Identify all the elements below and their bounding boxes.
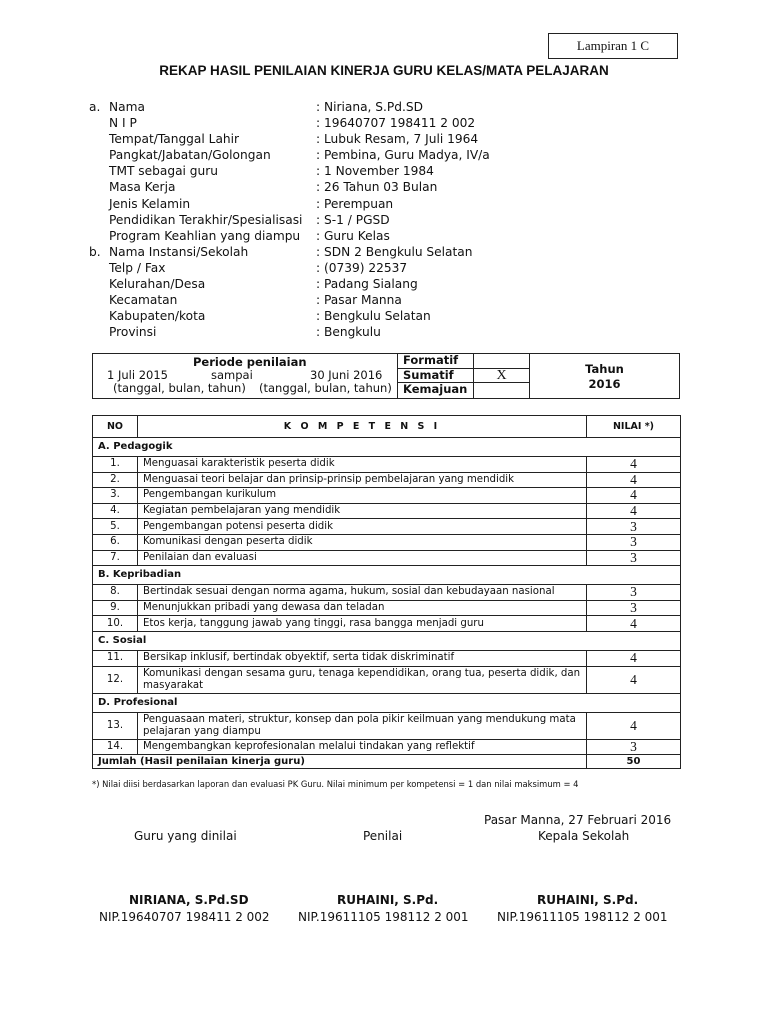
table-row xyxy=(93,712,681,739)
identity-row xyxy=(89,324,649,340)
competency-text: Menguasai karakteristik peserta didik xyxy=(138,457,587,473)
identity-row xyxy=(89,196,649,212)
identity-marker xyxy=(89,308,109,324)
identity-label: Nama xyxy=(109,100,145,114)
identity-marker xyxy=(89,115,109,131)
identity-marker xyxy=(89,131,109,147)
identity-label: Program Keahlian yang diampu xyxy=(109,228,301,243)
identity-label: TMT sebagai guru xyxy=(109,164,218,179)
table-row xyxy=(93,739,681,755)
identity-label: Tempat/Tanggal Lahir xyxy=(109,132,240,147)
identity-label: Kelurahan/Desa xyxy=(109,277,206,292)
identity-value: : 1 November 1984 xyxy=(316,164,434,179)
competency-text: Penguasaan materi, struktur, konsep dan pola pikir keilmuan yang mendukung mata pelajaran yang diampu xyxy=(138,712,587,739)
assessment-type-list xyxy=(398,354,474,398)
period-start-hint: (tanggal, bulan, tahun) xyxy=(113,381,246,395)
row-number: 6. xyxy=(93,534,138,550)
row-number: 14. xyxy=(93,739,138,755)
competency-text: Menunjukkan pribadi yang dewasa dan teladan xyxy=(138,600,587,616)
year-value: 2016 xyxy=(588,377,621,391)
identity-label: Pangkat/Jabatan/Golongan xyxy=(109,148,271,163)
identity-marker xyxy=(89,276,109,292)
identity-value: : Niriana, S.Pd.SD xyxy=(316,100,423,114)
identity-row xyxy=(89,212,649,228)
nip-teacher: NIP.19640707 198411 2 002 xyxy=(99,910,270,924)
identity-value: : Bengkulu xyxy=(316,325,381,340)
total-row xyxy=(93,755,681,769)
document-title: REKAP HASIL PENILAIAN KINERJA GURU KELAS/MATA PELAJARAN xyxy=(159,63,609,78)
name-assessor: RUHAINI, S.Pd. xyxy=(337,893,439,907)
identity-value: : 26 Tahun 03 Bulan xyxy=(316,180,438,195)
score-value: 4 xyxy=(587,457,681,473)
identity-label: Telp / Fax xyxy=(109,260,166,275)
identity-marker xyxy=(89,292,109,308)
period-heading: Periode penilaian xyxy=(193,355,307,369)
identity-row xyxy=(89,308,649,324)
identity-marker xyxy=(89,228,109,244)
row-number: 4. xyxy=(93,503,138,519)
identity-row xyxy=(89,131,649,147)
row-number: 7. xyxy=(93,550,138,566)
identity-marker: a. xyxy=(89,100,101,114)
section-row xyxy=(93,631,681,650)
identity-label: Kecamatan xyxy=(109,293,178,308)
identity-marker: b. xyxy=(89,244,101,259)
identity-marker xyxy=(89,324,109,340)
score-value: 4 xyxy=(587,712,681,739)
table-row xyxy=(93,472,681,488)
period-start: 1 Juli 2015 xyxy=(107,368,168,382)
name-teacher: NIRIANA, S.Pd.SD xyxy=(129,893,249,907)
identity-label: Jenis Kelamin xyxy=(109,196,191,211)
competency-text: Etos kerja, tanggung jawab yang tinggi, rasa bangga menjadi guru xyxy=(138,616,587,632)
competency-text: Kegiatan pembelajaran yang mendidik xyxy=(138,503,587,519)
row-number: 12. xyxy=(93,666,138,693)
table-row xyxy=(93,457,681,473)
identity-label: Provinsi xyxy=(109,325,157,340)
identity-value: : Perempuan xyxy=(316,196,394,211)
row-number: 9. xyxy=(93,600,138,616)
row-number: 13. xyxy=(93,712,138,739)
nip-assessor: NIP.19611105 198112 2 001 xyxy=(298,910,469,924)
score-value: 4 xyxy=(587,666,681,693)
section-title: C. Sosial xyxy=(93,631,681,650)
identity-label: Kabupaten/kota xyxy=(109,309,206,324)
identity-row xyxy=(89,179,649,195)
identity-block xyxy=(89,99,649,340)
identity-label: Pendidikan Terakhir/Spesialisasi xyxy=(109,212,303,227)
identity-value: : SDN 2 Bengkulu Selatan xyxy=(316,244,473,259)
competency-text: Pengembangan potensi peserta didik xyxy=(138,519,587,535)
score-value: 3 xyxy=(587,739,681,755)
score-value: 3 xyxy=(587,585,681,601)
identity-value: : Padang Sialang xyxy=(316,277,418,292)
section-title: D. Profesional xyxy=(93,693,681,712)
mark-kemajuan xyxy=(474,383,529,398)
section-row xyxy=(93,693,681,712)
competency-table xyxy=(92,415,681,769)
identity-label: Nama Instansi/Sekolah xyxy=(109,244,249,259)
identity-row xyxy=(89,163,649,179)
score-value: 4 xyxy=(587,616,681,632)
role-teacher: Guru yang dinilai xyxy=(134,829,237,843)
competency-text: Menguasai teori belajar dan prinsip-prinsip pembelajaran yang mendidik xyxy=(138,472,587,488)
type-formatif: Formatif xyxy=(398,354,473,369)
identity-row xyxy=(89,276,649,292)
identity-row xyxy=(89,147,649,163)
type-kemajuan: Kemajuan xyxy=(403,382,468,397)
identity-marker xyxy=(89,163,109,179)
score-value: 4 xyxy=(587,650,681,666)
competency-text: Komunikasi dengan sesama guru, tenaga kependidikan, orang tua, peserta didik, dan masyarakat xyxy=(138,666,587,693)
score-value: 3 xyxy=(587,519,681,535)
name-principal: RUHAINI, S.Pd. xyxy=(537,893,639,907)
header-score: NILAI *) xyxy=(587,416,681,438)
section-row xyxy=(93,566,681,585)
identity-row xyxy=(89,228,649,244)
score-value: 3 xyxy=(587,534,681,550)
identity-marker xyxy=(89,260,109,276)
competency-text: Pengembangan kurikulum xyxy=(138,488,587,504)
table-row xyxy=(93,519,681,535)
row-number: 2. xyxy=(93,472,138,488)
year-cell xyxy=(530,354,679,398)
identity-value: : S-1 / PGSD xyxy=(316,212,390,227)
table-row xyxy=(93,585,681,601)
identity-row xyxy=(89,260,649,276)
role-assessor: Penilai xyxy=(363,829,403,843)
row-number: 10. xyxy=(93,616,138,632)
identity-marker xyxy=(89,147,109,163)
period-range-cell xyxy=(93,354,398,398)
header-no: NO xyxy=(93,416,138,438)
section-title: B. Kepribadian xyxy=(93,566,681,585)
competency-text: Bersikap inklusif, bertindak obyektif, serta tidak diskriminatif xyxy=(138,650,587,666)
row-number: 11. xyxy=(93,650,138,666)
assessment-period-table xyxy=(92,353,680,399)
identity-row xyxy=(89,292,649,308)
table-row xyxy=(93,550,681,566)
identity-row xyxy=(89,115,649,131)
identity-label: N I P xyxy=(109,116,137,131)
row-number: 3. xyxy=(93,488,138,504)
header-competency: K O M P E T E N S I xyxy=(138,416,587,438)
score-value: 4 xyxy=(587,472,681,488)
identity-value: : Pasar Manna xyxy=(316,293,402,308)
total-value: 50 xyxy=(587,755,681,769)
assessment-type-marks xyxy=(474,354,530,398)
identity-value: : Bengkulu Selatan xyxy=(316,309,431,324)
table-row xyxy=(93,488,681,504)
table-header-row xyxy=(93,416,681,438)
competency-text: Komunikasi dengan peserta didik xyxy=(138,534,587,550)
competency-text: Mengembangkan keprofesionalan melalui tindakan yang reflektif xyxy=(138,739,587,755)
table-row xyxy=(93,666,681,693)
competency-text: Penilaian dan evaluasi xyxy=(138,550,587,566)
identity-value: : (0739) 22537 xyxy=(316,260,408,275)
row-number: 1. xyxy=(93,457,138,473)
identity-value: : Guru Kelas xyxy=(316,228,390,243)
attachment-label: Lampiran 1 C xyxy=(548,33,678,59)
row-number: 8. xyxy=(93,585,138,601)
total-label: Jumlah (Hasil penilaian kinerja guru) xyxy=(93,755,587,769)
period-end: 30 Juni 2016 xyxy=(310,368,383,382)
footnote: *) Nilai diisi berdasarkan laporan dan evaluasi PK Guru. Nilai minimum per kompetensi = 1 dan nilai maksimum = 4 xyxy=(92,779,579,789)
nip-principal: NIP.19611105 198112 2 001 xyxy=(497,910,668,924)
identity-value: : Lubuk Resam, 7 Juli 1964 xyxy=(316,132,479,147)
identity-marker xyxy=(89,212,109,228)
score-value: 4 xyxy=(587,488,681,504)
identity-marker xyxy=(89,179,109,195)
identity-row xyxy=(89,99,649,115)
score-value: 3 xyxy=(587,550,681,566)
table-row xyxy=(93,600,681,616)
period-between: sampai xyxy=(211,368,253,382)
table-row xyxy=(93,503,681,519)
identity-value: : 19640707 198411 2 002 xyxy=(316,116,476,131)
table-row xyxy=(93,650,681,666)
type-sumatif: Sumatif xyxy=(398,369,473,384)
identity-row xyxy=(89,244,649,260)
table-row xyxy=(93,534,681,550)
signature-place-date: Pasar Manna, 27 Februari 2016 xyxy=(484,813,672,827)
section-row xyxy=(93,438,681,457)
identity-value: : Pembina, Guru Madya, IV/a xyxy=(316,148,490,163)
competency-text: Bertindak sesuai dengan norma agama, hukum, sosial dan kebudayaan nasional xyxy=(138,585,587,601)
identity-label: Masa Kerja xyxy=(109,180,176,195)
role-principal: Kepala Sekolah xyxy=(538,829,630,843)
score-value: 3 xyxy=(587,600,681,616)
mark-formatif xyxy=(474,354,529,369)
table-row xyxy=(93,616,681,632)
section-title: A. Pedagogik xyxy=(93,438,681,457)
identity-marker xyxy=(89,196,109,212)
mark-sumatif: X xyxy=(474,369,529,384)
score-value: 4 xyxy=(587,503,681,519)
period-end-hint: (tanggal, bulan, tahun) xyxy=(259,381,392,395)
year-label: Tahun xyxy=(585,362,624,376)
row-number: 5. xyxy=(93,519,138,535)
